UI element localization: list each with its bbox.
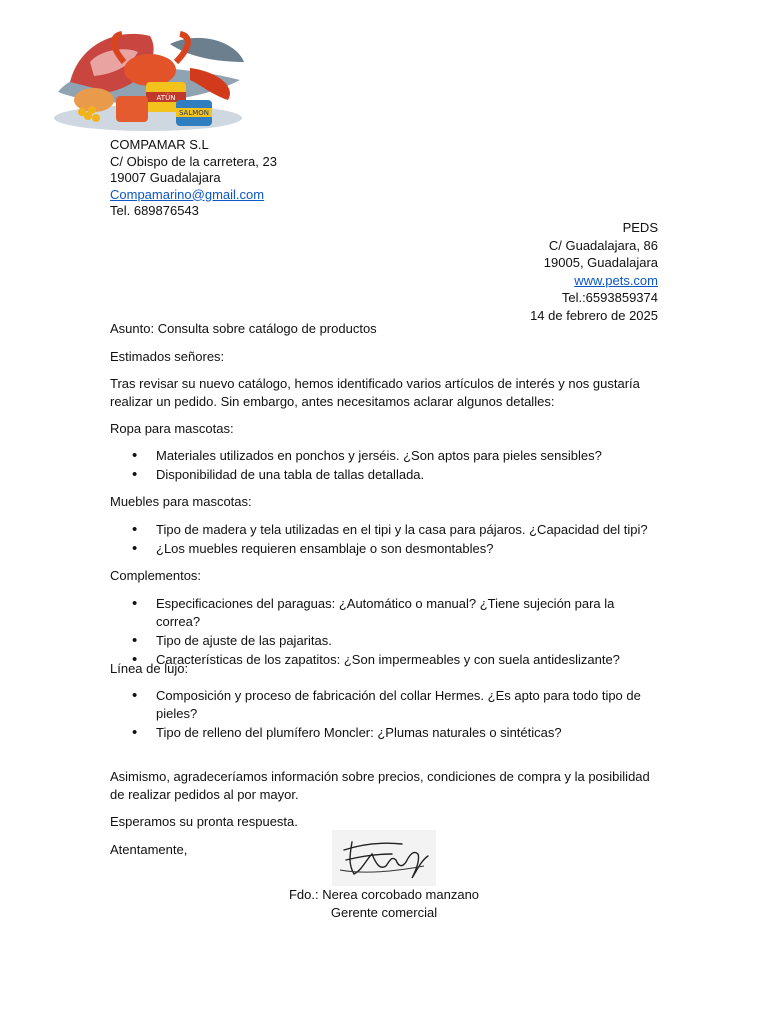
recipient-phone: Tel.:6593859374 [561, 290, 658, 305]
can-label-salmon: SALMON [178, 109, 210, 117]
signoff: Atentamente, [110, 842, 188, 857]
bullet-list [110, 687, 660, 743]
sender-phone: Tel. 689876543 [110, 203, 199, 218]
handwritten-signature [332, 830, 436, 886]
bullet-list [110, 447, 660, 485]
list-item: • Tipo de madera y tela utilizadas en el tipi y la casa para pájaros. ¿Capacidad del tipi? [110, 521, 660, 539]
seafood-logo [50, 22, 246, 134]
section-heading: Ropa para mascotas: [110, 421, 234, 436]
sender-city: 19007 Guadalajara [110, 170, 221, 185]
section-heading: Línea de lujo: [110, 661, 189, 676]
bullet-list [110, 521, 660, 559]
signer-role: Gerente comercial [330, 905, 438, 920]
list-item: • Características de los zapatitos: ¿Son impermeables y con suela antideslizante? [110, 651, 660, 669]
sender-company: COMPAMAR S.L [110, 137, 209, 152]
subject-line: Asunto: Consulta sobre catálogo de productos [110, 321, 377, 336]
section-heading: Complementos: [110, 568, 202, 583]
bullet-list [110, 595, 660, 670]
recipient-street: C/ Guadalajara, 86 [548, 237, 658, 253]
list-item: • Composición y proceso de fabricación del collar Hermes. ¿Es apto para todo tipo de pieles? [110, 687, 660, 723]
sender-street: C/ Obispo de la carretera, 23 [110, 153, 277, 169]
can-label-atun: ATÚN [156, 94, 176, 102]
recipient-address [530, 219, 658, 324]
recipient-name: PEDS [622, 220, 658, 235]
recipient-website-link[interactable]: www.pets.com [574, 272, 658, 288]
intro-paragraph: Tras revisar su nuevo catálogo, hemos identificado varios artículos de interés y nos gustaría realizar un pedido. Sin embargo, antes necesitamos aclarar algunos detalles: [110, 376, 640, 409]
sender-email-link[interactable]: Compamarino@gmail.com [110, 186, 265, 202]
list-item: • Especificaciones del paraguas: ¿Automático o manual? ¿Tiene sujeción para la correa? [110, 595, 660, 631]
list-item: • Disponibilidad de una tabla de tallas detallada. [110, 466, 660, 484]
signer-name: Fdo.: Nerea corcobado manzano [288, 887, 480, 902]
letter-date: 14 de febrero de 2025 [530, 307, 658, 323]
recipient-city: 19005, Guadalajara [543, 255, 658, 270]
hope-line: Esperamos su pronta respuesta. [110, 814, 298, 829]
greeting: Estimados señores: [110, 349, 225, 364]
list-item: • Tipo de relleno del plumífero Moncler: ¿Plumas naturales o sintéticas? [110, 724, 660, 742]
list-item: • Tipo de ajuste de las pajaritas. [110, 632, 660, 650]
closing-paragraph: Asimismo, agradeceríamos información sobre precios, condiciones de compra y la posibilidad de realizar pedidos al por mayor. [110, 769, 650, 802]
section-heading: Muebles para mascotas: [110, 494, 252, 509]
sender-address [110, 137, 277, 220]
list-item: • Materiales utilizados en ponchos y jerséis. ¿Son aptos para pieles sensibles? [110, 447, 660, 465]
list-item: • ¿Los muebles requieren ensamblaje o son desmontables? [110, 540, 660, 558]
